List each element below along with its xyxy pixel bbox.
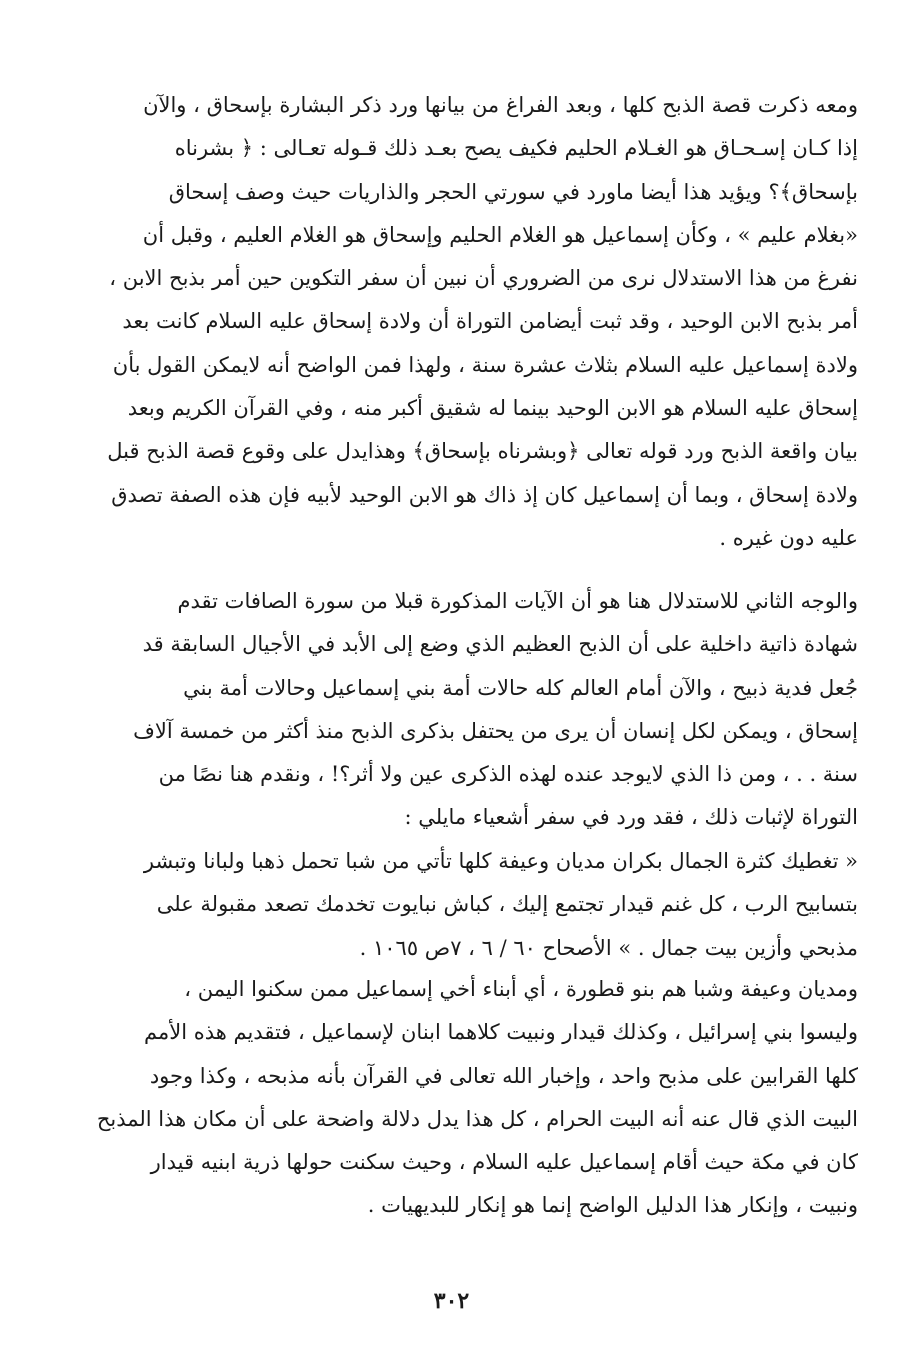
text-line: إذا كـان إسـحـاق هو الغـلام الحليم فكيف يصح بعـد ذلك قـوله تعـالى : ﴿ بشرناه <box>174 136 858 161</box>
text-line: وليسوا بني إسرائيل ، وكذلك قيدار ونبيت كلاهما ابنان لإسماعيل ، فتقديم هذه الأمم <box>144 1020 858 1045</box>
text-line: إسحاق عليه السلام هو الابن الوحيد بينما له شقيق أكبر منه ، وفي القرآن الكريم وبعد <box>127 396 858 421</box>
text-line: بيان واقعة الذبح ورد قوله تعالى ﴿وبشرناه بإسحاق﴾ وهذايدل على وقوع قصة الذبح قبل <box>107 439 858 464</box>
text-line: كلها القرابين على مذبح واحد ، وإخبار الله تعالى في القرآن بأنه مذبحه ، وكذا وجود <box>149 1063 858 1088</box>
text-line: سنة . . ، ومن ذا الذي لايوجد عنده لهذه الذكرى عين ولا أثر؟! ، ونقدم هنا نصًا من <box>158 762 858 787</box>
text-line: كان في مكة حيث أقام إسماعيل عليه السلام ، وحيث سكنت حولها ذرية ابنيه قيدار <box>150 1150 858 1175</box>
paragraph-2 <box>38 580 858 840</box>
text-line: بتسابيح الرب ، كل غنم قيدار تجتمع إليك ، كباش نبايوت تخدمك تصعد مقبولة على <box>156 892 858 917</box>
text-line: بإسحاق﴾؟ ويؤيد هذا أيضا ماورد في سورتي الحجر والذاريات حيث وصف إسحاق <box>168 179 858 204</box>
text-line: عليه دون غيره . <box>719 525 858 550</box>
text-line: « تغطيك كثرة الجمال بكران مديان وعيفة كلها تأتي من شبا تحمل ذهبا ولبانا وتبشر <box>143 849 858 873</box>
text-line: إسحاق ، ويمكن لكل إنسان أن يرى من يحتفل بذكرى الذبح منذ أكثر من خمسة آلاف <box>133 718 858 743</box>
text-line: مذبحي وأزين بيت جمال . » الأصحاح ٦٠ / ٦ ، ٧ص ١٠٦٥ . <box>359 935 858 960</box>
page-number: ٣٠٢ <box>433 1288 470 1314</box>
text-line: نفرغ من هذا الاستدلال نرى من الضروري أن نبين أن سفر التكوين حين أمر بذبح الابن ، <box>109 266 858 291</box>
paragraph-4 <box>38 968 858 1228</box>
text-line: «بغلام عليم » ، وكأن إسماعيل هو الغلام الحليم وإسحاق هو الغلام العليم ، وقبل أن <box>142 222 858 247</box>
text-line: ومعه ذكرت قصة الذبح كلها ، وبعد الفراغ من بيانها ورد ذكر البشارة بإسحاق ، والآن <box>143 93 858 117</box>
text-line: ولادة إسماعيل عليه السلام بثلاث عشرة سنة ، ولهذا فمن الواضح أنه لايمكن القول بأن <box>112 352 858 377</box>
paragraph-3-quotation <box>38 840 858 970</box>
text-line: البيت الذي قال عنه أنه البيت الحرام ، كل هذا يدل دلالة واضحة على أن مكان هذا المذبح <box>96 1106 858 1131</box>
text-line: ونبيت ، وإنكار هذا الدليل الواضح إنما هو إنكار للبديهيات . <box>367 1193 858 1218</box>
text-line: والوجه الثاني للاستدلال هنا هو أن الآيات المذكورة قبلا من سورة الصافات تقدم <box>177 589 858 613</box>
paragraph-1 <box>38 84 858 560</box>
text-line: شهادة ذاتية داخلية على أن الذبح العظيم الذي وضع إلى الأبد في الأجيال السابقة قد <box>142 632 858 657</box>
text-line: أمر بذبح الابن الوحيد ، وقد ثبت أيضامن التوراة أن ولادة إسحاق عليه السلام كانت بعد <box>122 309 858 334</box>
text-line: ومديان وعيفة وشبا هم بنو قطورة ، أي أبناء أخي إسماعيل ممن سكنوا اليمن ، <box>184 977 858 1001</box>
text-line: التوراة لإثبات ذلك ، فقد ورد في سفر أشعياء مايلي : <box>404 805 858 830</box>
text-line: ولادة إسحاق ، وبما أن إسماعيل كان إذ ذاك هو الابن الوحيد لأبيه فإن هذه الصفة تصدق <box>111 482 858 507</box>
text-line: جُعل فدية ذبيح ، والآن أمام العالم كله حالات أمة بني إسماعيل وحالات أمة بني <box>183 675 858 700</box>
